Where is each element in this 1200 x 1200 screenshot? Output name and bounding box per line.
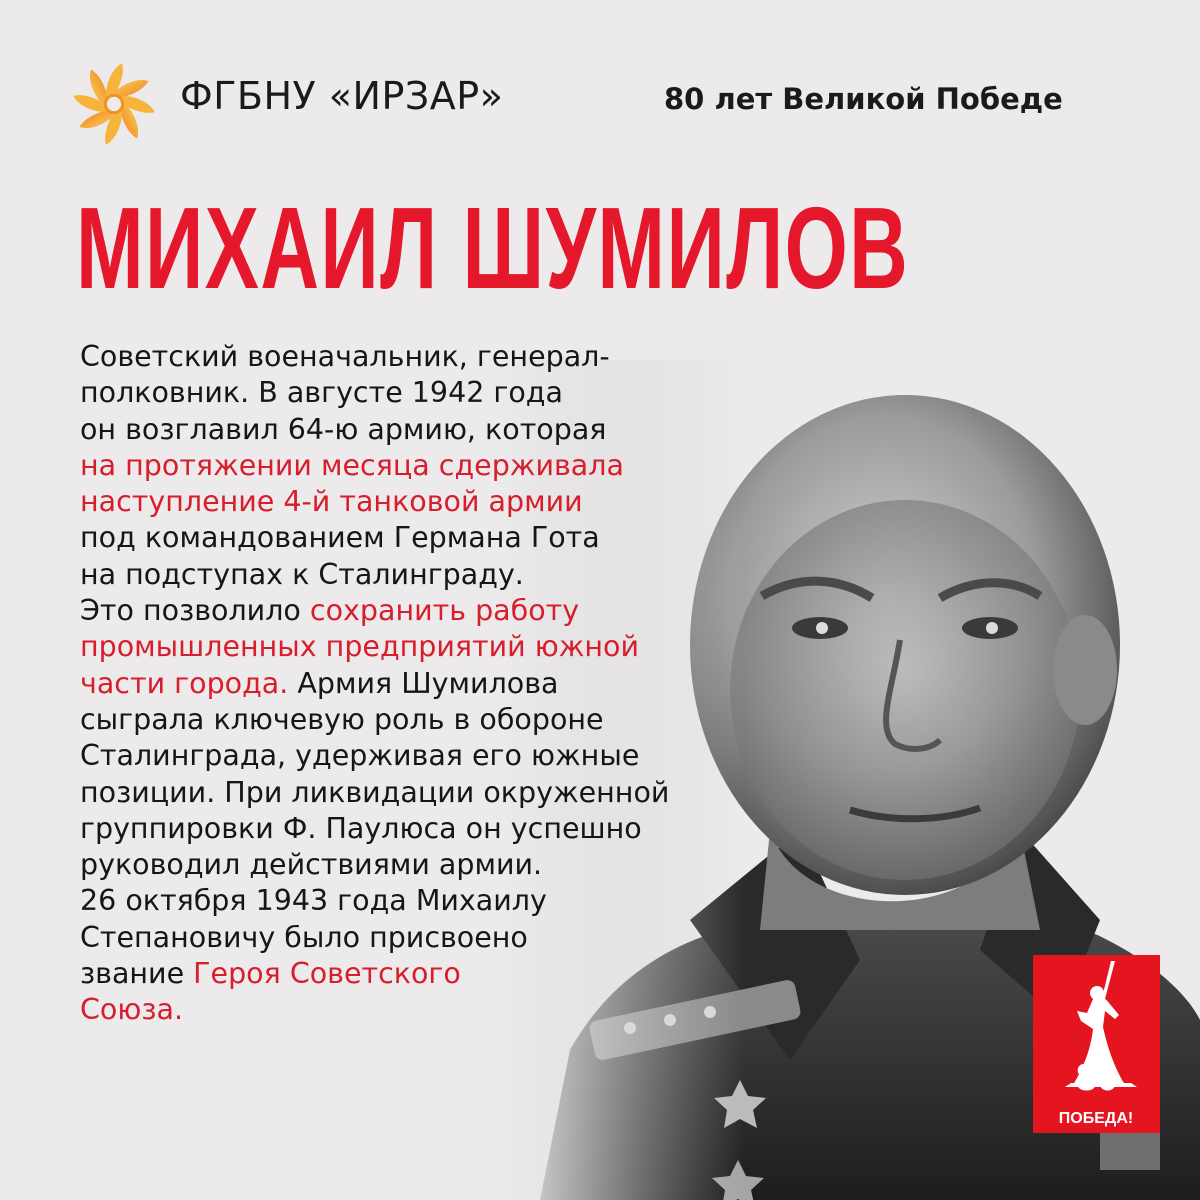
bio-phrase: сыграла ключевую роль в обороне	[80, 702, 604, 736]
bio-phrase: Степановичу было присвоено	[80, 920, 528, 954]
highlighted-phrase: сохранить работу	[309, 594, 580, 628]
highlighted-phrase: части города.	[80, 666, 289, 700]
bio-line	[80, 412, 780, 448]
bio-line	[80, 883, 780, 919]
bio-phrase: Советский военачальник, генерал-	[80, 340, 610, 373]
bio-phrase: позиции. При ликвидации окруженной	[80, 775, 670, 809]
bio-line	[80, 992, 780, 1028]
bio-line	[80, 956, 780, 992]
bio-phrase: Сталинграда, удерживая его южные	[80, 739, 640, 773]
highlighted-phrase: Союза.	[80, 993, 184, 1027]
bio-phrase: 26 октября 1943 года Михаилу	[80, 884, 547, 918]
bio-line	[80, 702, 780, 738]
highlighted-phrase: наступление 4-й танковой армии	[80, 485, 583, 519]
anniversary-caption: 80 лет Великой Победе	[664, 82, 1063, 116]
bio-line	[80, 557, 780, 593]
bio-line	[80, 775, 780, 811]
bio-phrase: Армия Шумилова	[288, 666, 559, 700]
bio-line	[80, 484, 780, 520]
badge-label: ПОБЕДА!	[1058, 1110, 1134, 1127]
bio-text	[80, 339, 780, 1029]
bio-line	[80, 847, 780, 883]
bio-phrase: он возглавил 64-ю армию, которая	[80, 412, 607, 446]
bio-line	[80, 448, 780, 484]
bio-phrase: руководил действиями армии.	[80, 848, 543, 882]
bio-line	[80, 593, 780, 629]
org-name: ФГБНУ «ИРЗАР»	[180, 74, 504, 118]
bio-line	[80, 375, 780, 411]
bio-phrase: на подступах к Сталинграду.	[80, 557, 524, 591]
bio-phrase: группировки Ф. Паулюса он успешно	[80, 811, 642, 845]
highlighted-phrase: промышленных предприятий южной	[80, 630, 640, 664]
sun-swirl-logo-icon	[66, 56, 162, 152]
bio-line	[80, 520, 780, 556]
bio-line	[80, 920, 780, 956]
badge-number: 80	[1075, 1057, 1119, 1099]
bio-phrase: полковник. В августе 1942 года	[80, 376, 563, 410]
bio-phrase: Это позволило	[80, 594, 310, 628]
bio-line	[80, 738, 780, 774]
bio-line	[80, 339, 780, 375]
bio-line	[80, 811, 780, 847]
bio-line	[80, 666, 780, 702]
highlighted-phrase: на протяжении месяца сдерживала	[80, 448, 624, 482]
highlighted-phrase: Героя Советского	[193, 957, 461, 991]
bio-line	[80, 629, 780, 665]
bio-phrase: звание	[80, 957, 194, 991]
bio-phrase: под командованием Германа Гота	[80, 521, 600, 555]
victory-80-badge	[1033, 955, 1160, 1133]
page-title: МИХАИЛ ШУМИЛОВ	[76, 183, 910, 313]
